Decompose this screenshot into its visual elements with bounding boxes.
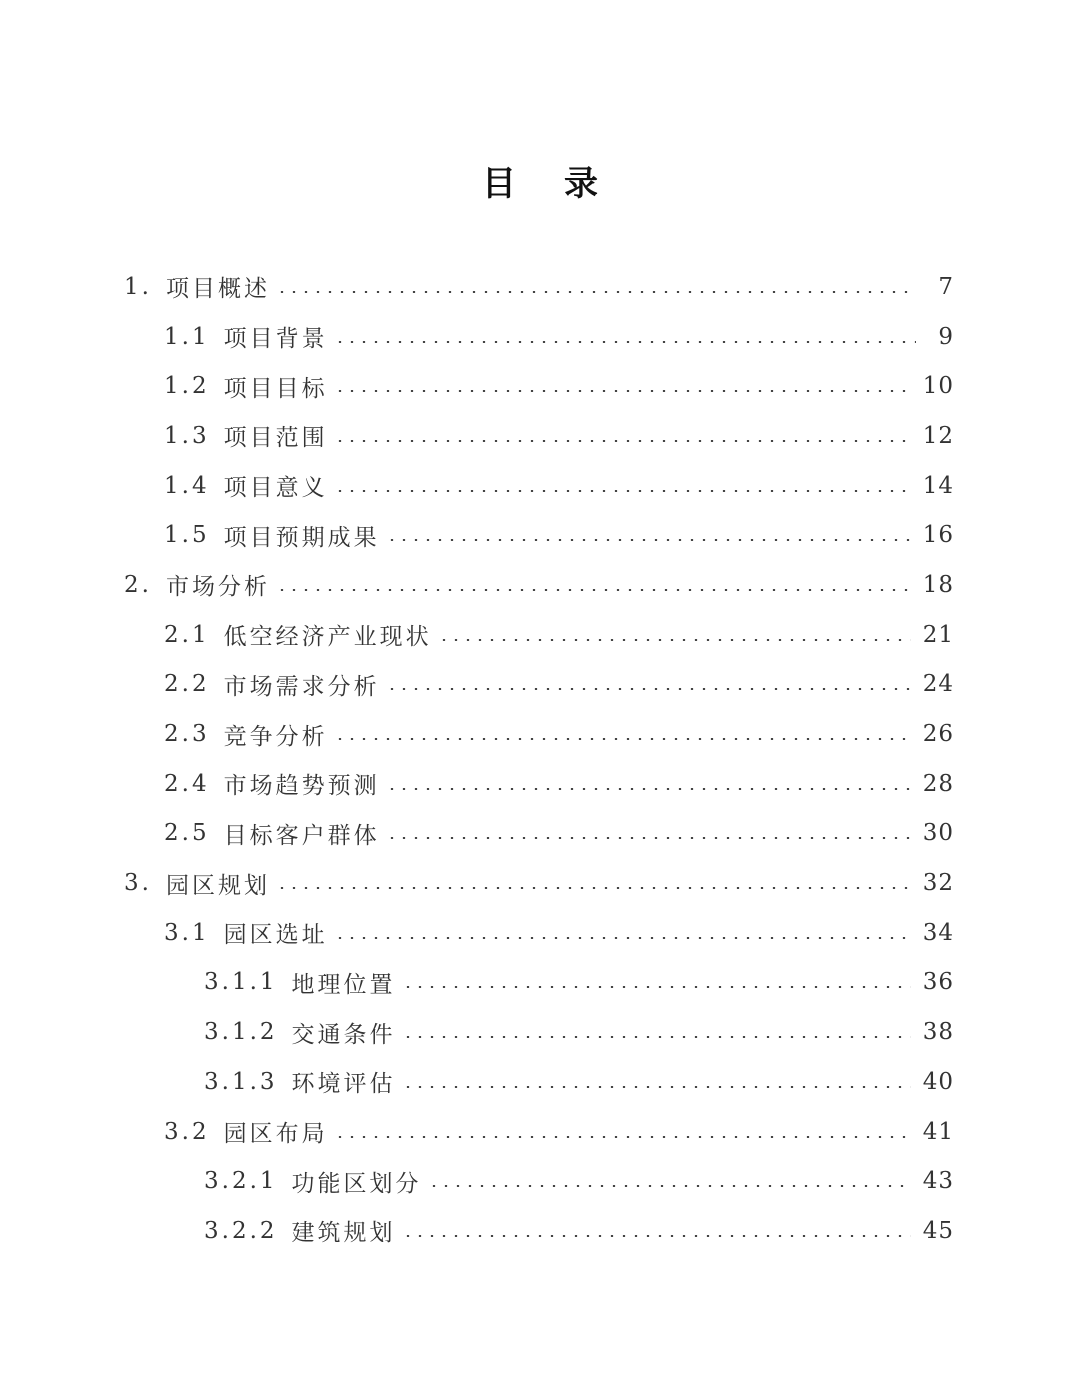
toc-entry-page-number: 21 xyxy=(922,621,954,648)
title-char-1: 目 xyxy=(482,163,516,204)
toc-entry-page-number: 16 xyxy=(922,522,954,549)
toc-entry-title: 交通条件 xyxy=(291,1021,396,1048)
toc-entry[interactable] xyxy=(0,1156,1080,1206)
toc-entry-title: 园区选址 xyxy=(223,922,328,949)
toc-entry-page-number: 10 xyxy=(922,373,954,400)
toc-entry[interactable] xyxy=(0,262,1080,312)
toc-entry[interactable] xyxy=(0,560,1080,610)
toc-entry-title: 市场需求分析 xyxy=(223,673,380,700)
toc-entry[interactable] xyxy=(0,411,1080,461)
toc-entry-title: 功能区划分 xyxy=(291,1170,422,1197)
dot-leader xyxy=(334,490,911,492)
toc-entry-title: 市场分析 xyxy=(165,574,270,601)
toc-entry-page-number: 34 xyxy=(922,919,954,946)
toc-entry-title: 目标客户群体 xyxy=(223,822,380,849)
toc-entry-title: 项目目标 xyxy=(223,375,328,402)
toc-entry[interactable] xyxy=(0,510,1080,560)
table-of-contents xyxy=(0,262,1080,1256)
toc-entry[interactable] xyxy=(0,1057,1080,1107)
dot-leader xyxy=(386,837,911,839)
toc-entry-page-number: 26 xyxy=(922,721,954,748)
dot-leader xyxy=(386,539,911,541)
toc-entry-title: 项目意义 xyxy=(223,475,328,502)
toc-entry-page-number: 12 xyxy=(922,422,954,449)
toc-entry-page-number: 9 xyxy=(938,323,954,350)
toc-entry[interactable] xyxy=(0,709,1080,759)
dot-leader xyxy=(276,589,911,591)
dot-leader xyxy=(428,1185,911,1187)
toc-entry-page-number: 24 xyxy=(922,671,954,698)
toc-entry[interactable] xyxy=(0,610,1080,660)
toc-entry-number: 1.5 xyxy=(164,522,210,549)
toc-entry-number: 2.4 xyxy=(164,770,210,797)
dot-leader xyxy=(334,390,911,392)
toc-entry-title: 园区规划 xyxy=(165,872,270,899)
toc-entry[interactable] xyxy=(0,809,1080,859)
toc-entry-page-number: 32 xyxy=(922,870,954,897)
dot-leader xyxy=(334,937,911,939)
toc-entry[interactable] xyxy=(0,660,1080,710)
toc-entry-number: 3.1 xyxy=(164,919,210,946)
dot-leader xyxy=(386,688,911,690)
dot-leader xyxy=(402,1036,911,1038)
page-title xyxy=(0,150,1080,210)
toc-entry-page-number: 28 xyxy=(922,770,954,797)
toc-entry-page-number: 43 xyxy=(922,1168,954,1195)
toc-entry-page-number: 40 xyxy=(922,1068,954,1095)
toc-entry-page-number: 41 xyxy=(922,1118,954,1145)
toc-entry-number: 3. xyxy=(124,870,152,897)
title-char-2: 录 xyxy=(564,163,598,204)
toc-entry[interactable] xyxy=(0,1107,1080,1157)
toc-entry-page-number: 36 xyxy=(922,969,954,996)
toc-entry-number: 1.3 xyxy=(164,422,210,449)
toc-entry-number: 2.1 xyxy=(164,621,210,648)
toc-entry-number: 3.1.3 xyxy=(204,1068,278,1095)
toc-entry[interactable] xyxy=(0,1206,1080,1256)
toc-entry-number: 3.2.2 xyxy=(204,1217,278,1244)
toc-entry-number: 2.3 xyxy=(164,721,210,748)
toc-entry[interactable] xyxy=(0,958,1080,1008)
toc-entry-title: 市场趋势预测 xyxy=(223,773,380,800)
toc-entry[interactable] xyxy=(0,908,1080,958)
toc-entry[interactable] xyxy=(0,312,1080,362)
toc-entry-title: 地理位置 xyxy=(291,971,396,998)
dot-leader xyxy=(386,788,911,790)
toc-entry-page-number: 14 xyxy=(922,472,954,499)
toc-entry-number: 1.2 xyxy=(164,373,210,400)
toc-entry[interactable] xyxy=(0,1007,1080,1057)
toc-entry-page-number: 18 xyxy=(922,571,954,598)
toc-entry-number: 2.5 xyxy=(164,820,210,847)
toc-entry[interactable] xyxy=(0,361,1080,411)
toc-entry-number: 2.2 xyxy=(164,671,210,698)
toc-entry[interactable] xyxy=(0,461,1080,511)
toc-entry-title: 低空经济产业现状 xyxy=(223,624,432,651)
toc-entry-page-number: 38 xyxy=(922,1019,954,1046)
toc-entry-number: 3.2.1 xyxy=(204,1168,278,1195)
dot-leader xyxy=(402,1235,911,1237)
toc-entry[interactable] xyxy=(0,759,1080,809)
dot-leader xyxy=(334,738,911,740)
dot-leader xyxy=(276,291,916,293)
toc-entry-number: 2. xyxy=(124,571,152,598)
dot-leader xyxy=(334,341,916,343)
dot-leader xyxy=(402,986,911,988)
toc-entry-number: 1.1 xyxy=(164,323,210,350)
toc-entry-number: 1.4 xyxy=(164,472,210,499)
toc-entry-title: 项目预期成果 xyxy=(223,524,380,551)
toc-entry-title: 建筑规划 xyxy=(291,1220,396,1247)
toc-entry-number: 3.2 xyxy=(164,1118,210,1145)
toc-entry-title: 项目范围 xyxy=(223,425,328,452)
toc-entry-title: 项目概述 xyxy=(165,276,270,303)
dot-leader xyxy=(334,440,911,442)
toc-entry-number: 1. xyxy=(124,273,152,300)
toc-entry-title: 园区布局 xyxy=(223,1121,328,1148)
dot-leader xyxy=(334,1136,911,1138)
toc-entry-title: 竞争分析 xyxy=(223,723,328,750)
dot-leader xyxy=(402,1086,911,1088)
toc-entry-number: 3.1.2 xyxy=(204,1019,278,1046)
dot-leader xyxy=(276,887,911,889)
toc-entry-title: 环境评估 xyxy=(291,1071,396,1098)
toc-entry-page-number: 45 xyxy=(922,1217,954,1244)
toc-entry-page-number: 7 xyxy=(938,273,954,300)
toc-entry[interactable] xyxy=(0,858,1080,908)
toc-entry-number: 3.1.1 xyxy=(204,969,278,996)
toc-entry-page-number: 30 xyxy=(922,820,954,847)
toc-entry-title: 项目背景 xyxy=(223,326,328,353)
dot-leader xyxy=(438,639,911,641)
